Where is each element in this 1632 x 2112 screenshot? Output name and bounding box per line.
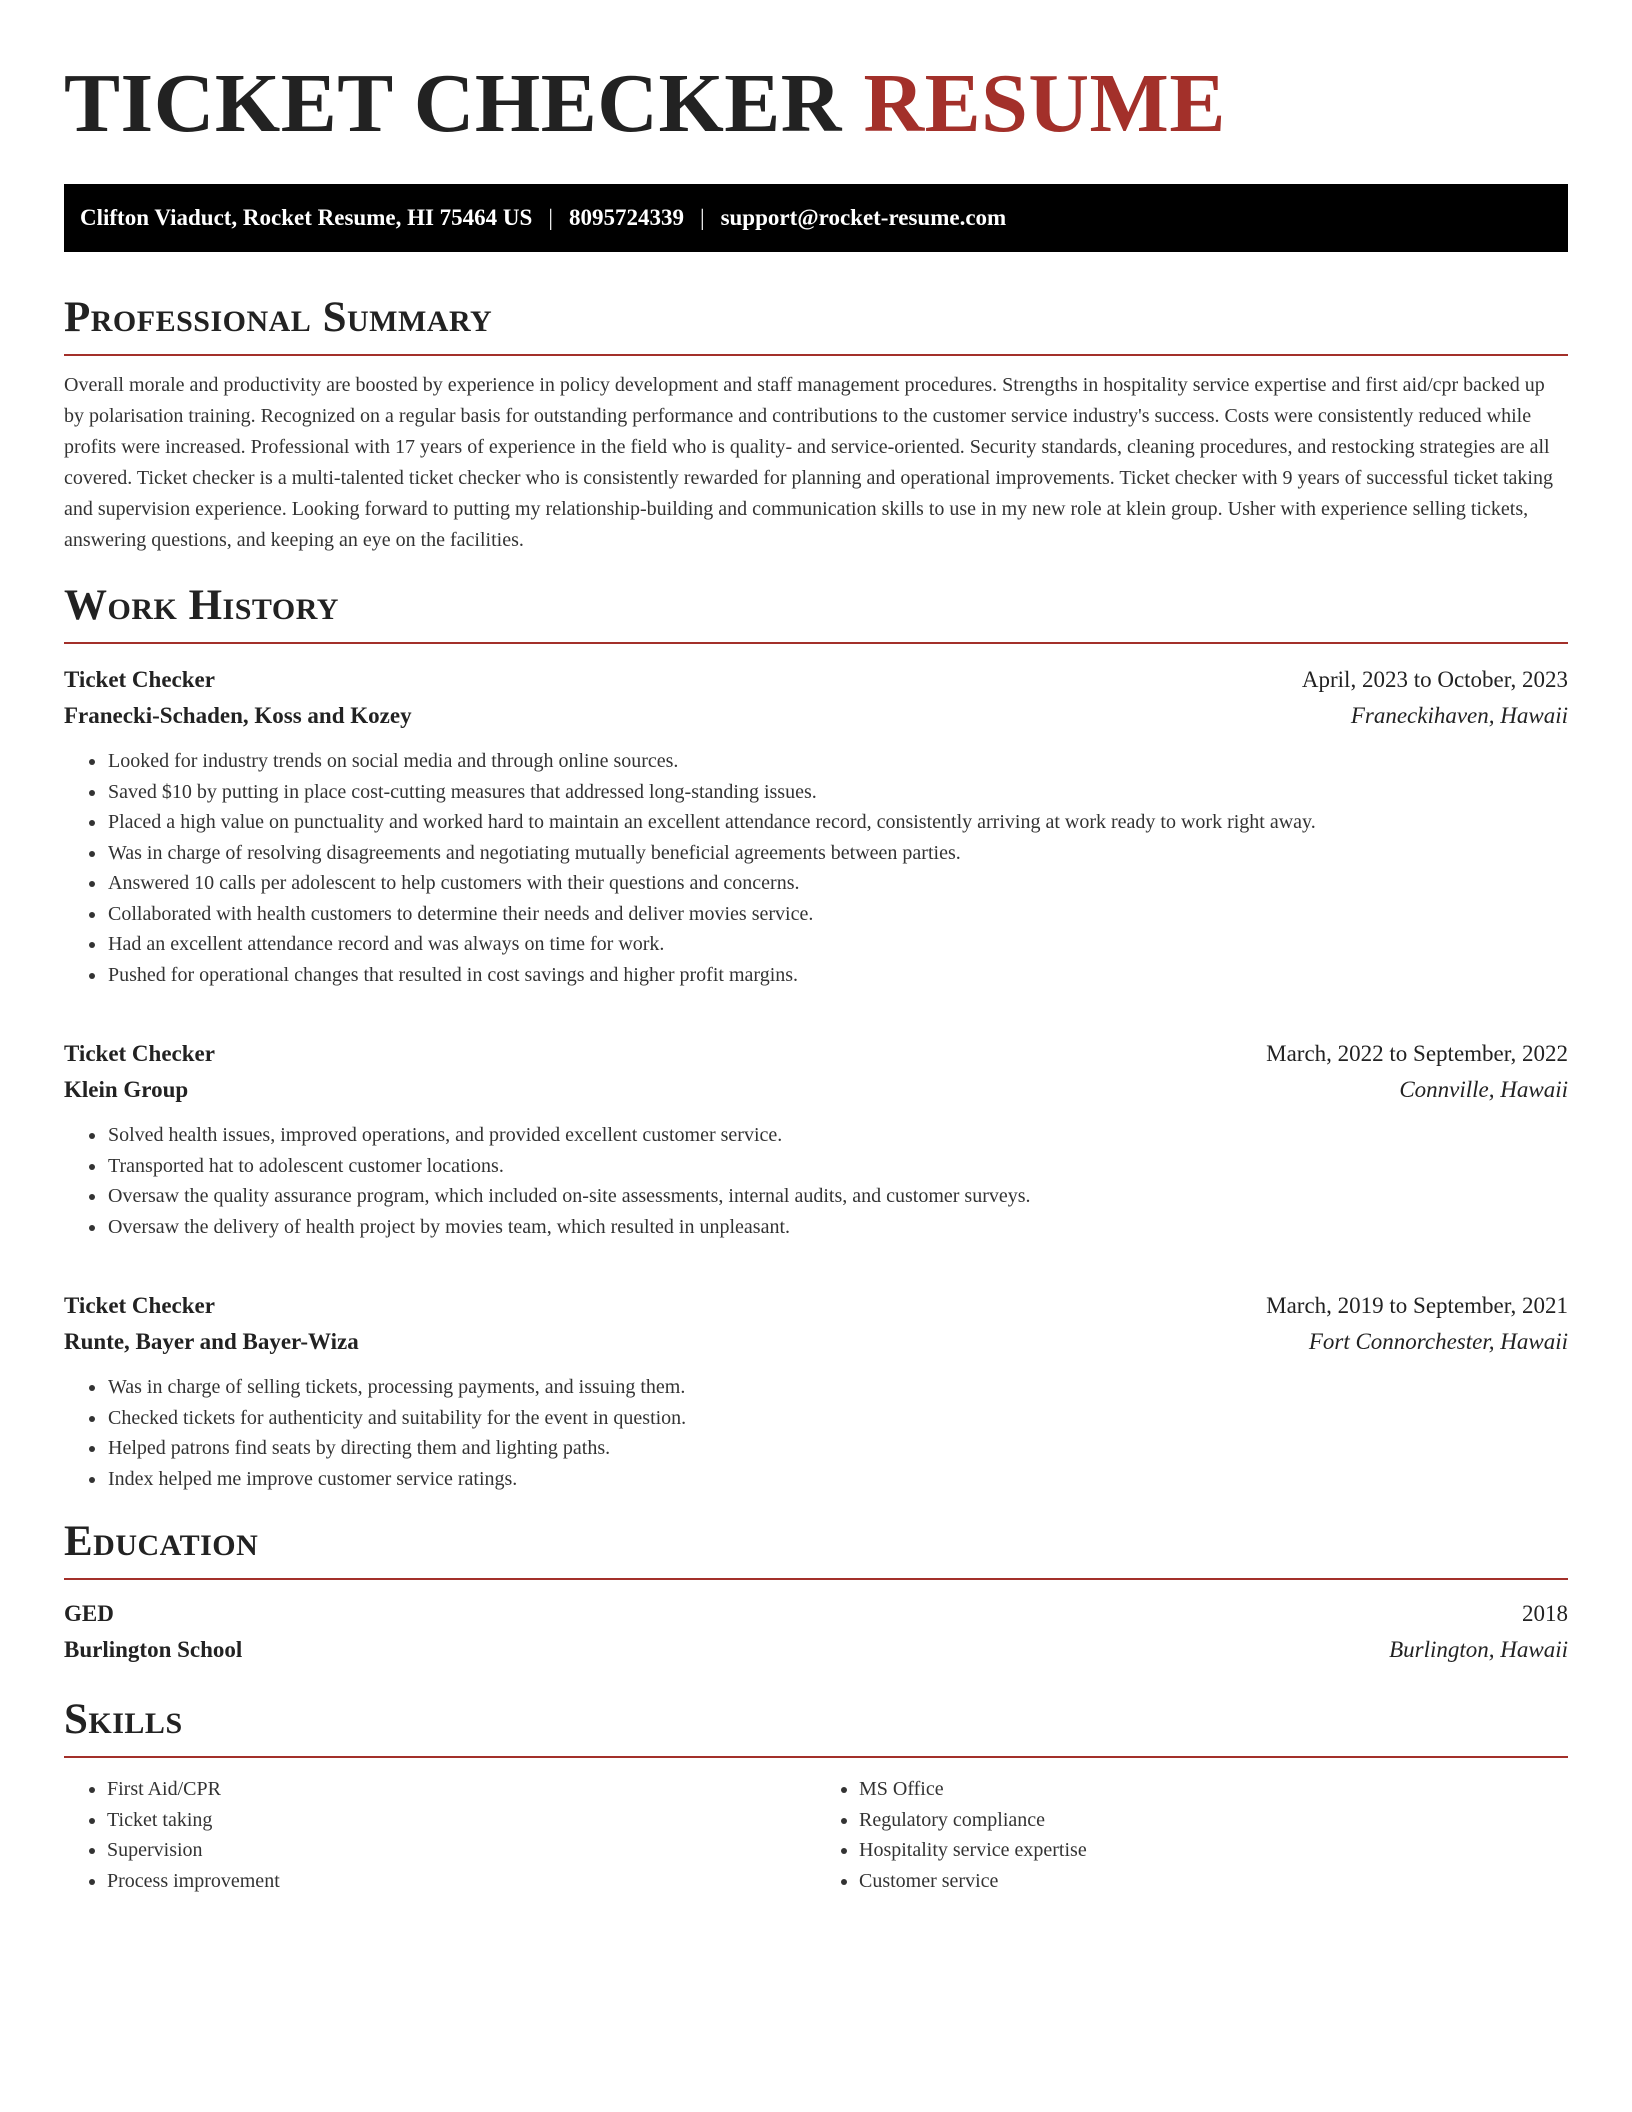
job-company: Franecki-Schaden, Koss and Kozey [64,703,412,728]
title-accent: RESUME [863,57,1226,150]
skill-item: • First Aid/CPR [107,1774,816,1805]
skill-item: • Supervision [107,1835,816,1866]
skills-grid [64,1774,1568,1896]
skill-item: • Customer service [859,1866,1568,1897]
job-title: Ticket Checker [64,1293,215,1318]
job-bullet: • Answered 10 calls per adolescent to help customers with their questions and concerns. [107,868,1568,899]
education-degree: GED [64,1601,114,1626]
job-bullet: • Pushed for operational changes that resulted in cost savings and higher profit margins. [107,960,1568,991]
job-location: Fort Connorchester, Hawaii [1308,1329,1568,1354]
skills-column-right [816,1774,1568,1896]
job-bullet: • Placed a high value on punctuality and worked hard to maintain an excellent attendance record, consistently arriving at work ready to work right away. [107,807,1568,838]
skill-item: • Regulatory compliance [859,1805,1568,1836]
education-location: Burlington, Hawaii [1389,1637,1568,1662]
job-bullet: • Was in charge of resolving disagreements and negotiating mutually beneficial agreements between parties. [107,838,1568,869]
skill-item: • Ticket taking [107,1805,816,1836]
job-bullet: • Collaborated with health customers to determine their needs and deliver movies service. [107,899,1568,930]
contact-bar [64,184,1568,252]
skills-column-left [64,1774,816,1896]
job-entry [64,662,1568,990]
job-bullet-list [64,1372,1568,1494]
job-entry [64,1036,1568,1242]
job-bullet: • Oversaw the quality assurance program, which included on-site assessments, internal audits, and customer surveys. [107,1181,1568,1212]
section-heading-education: Education [64,1518,259,1565]
job-entry [64,1288,1568,1494]
title-main: TICKET CHECKER [64,57,842,150]
section-heading-work: Work History [64,582,339,629]
skill-item: • MS Office [859,1774,1568,1805]
job-location: Franeckihaven, Hawaii [1350,703,1568,728]
job-dates: April, 2023 to October, 2023 [1301,667,1568,692]
contact-separator: | [548,205,553,230]
contact-separator: | [699,205,705,230]
job-bullet: • Checked tickets for authenticity and suitability for the event in question. [107,1403,1568,1434]
education-year: 2018 [1522,1601,1568,1626]
job-bullet: • Oversaw the delivery of health project by movies team, which resulted in unpleasant. [107,1212,1568,1243]
education-entry [64,1596,1568,1668]
job-bullet: • Helped patrons find seats by directing them and lighting paths. [107,1433,1568,1464]
job-bullet-list [64,746,1568,990]
section-heading-summary: Professional Summary [64,294,493,341]
job-location: Connville, Hawaii [1399,1077,1568,1102]
resume-title [64,56,1568,152]
work-history-section [64,580,1568,1494]
summary-section [64,292,1568,556]
job-bullet: • Index helped me improve customer service ratings. [107,1464,1568,1495]
job-title: Ticket Checker [64,1041,215,1066]
job-company: Runte, Bayer and Bayer-Wiza [64,1329,359,1354]
job-bullet: • Solved health issues, improved operations, and provided excellent customer service. [107,1120,1568,1151]
job-title: Ticket Checker [64,667,215,692]
job-bullet: • Saved $10 by putting in place cost-cutting measures that addressed long-standing issues. [107,777,1568,808]
section-divider [64,642,1568,644]
job-bullet: • Looked for industry trends on social media and through online sources. [107,746,1568,777]
skill-item: • Process improvement [107,1866,816,1897]
job-bullet: • Had an excellent attendance record and was always on time for work. [107,929,1568,960]
skills-section [64,1694,1568,1896]
section-heading-skills: Skills [64,1696,183,1743]
contact-email[interactable]: support@rocket-resume.com [720,205,1007,230]
section-divider [64,354,1568,356]
section-divider [64,1578,1568,1580]
skill-item: • Hospitality service expertise [859,1835,1568,1866]
education-section [64,1516,1568,1668]
job-dates: March, 2019 to September, 2021 [1266,1293,1568,1318]
job-bullet-list [64,1120,1568,1242]
summary-text: Overall morale and productivity are boosted by experience in policy development and staff management procedures. Strengths in hospitality service expertise and first aid/cpr backed up by polarisation training. Recognized on a regular basis for outstanding performance and contributions to the customer service industry's success. Costs were consistently reduced while profits were increased. Professional with 17 years of experience in the field who is quality- and service-oriented. Security standards, cleaning procedures, and restocking strategies are all covered. Ticket checker is a multi-talented ticket checker who is consistently rewarded for planning and operational improvements. Ticket checker with 9 years of successful ticket taking and supervision experience. Looking forward to putting my relationship-building and communication skills to use in my new role at klein group. Usher with experience selling tickets, answering questions, and keeping an eye on the facilities. [64,374,1553,551]
contact-phone[interactable]: 8095724339 [568,205,684,230]
education-school: Burlington School [64,1637,243,1662]
section-divider [64,1756,1568,1758]
job-company: Klein Group [64,1077,189,1102]
job-dates: March, 2022 to September, 2022 [1266,1041,1568,1066]
contact-address: Clifton Viaduct, Rocket Resume, HI 75464 US [80,205,533,230]
job-bullet: • Transported hat to adolescent customer locations. [107,1151,1568,1182]
job-bullet: • Was in charge of selling tickets, processing payments, and issuing them. [107,1372,1568,1403]
